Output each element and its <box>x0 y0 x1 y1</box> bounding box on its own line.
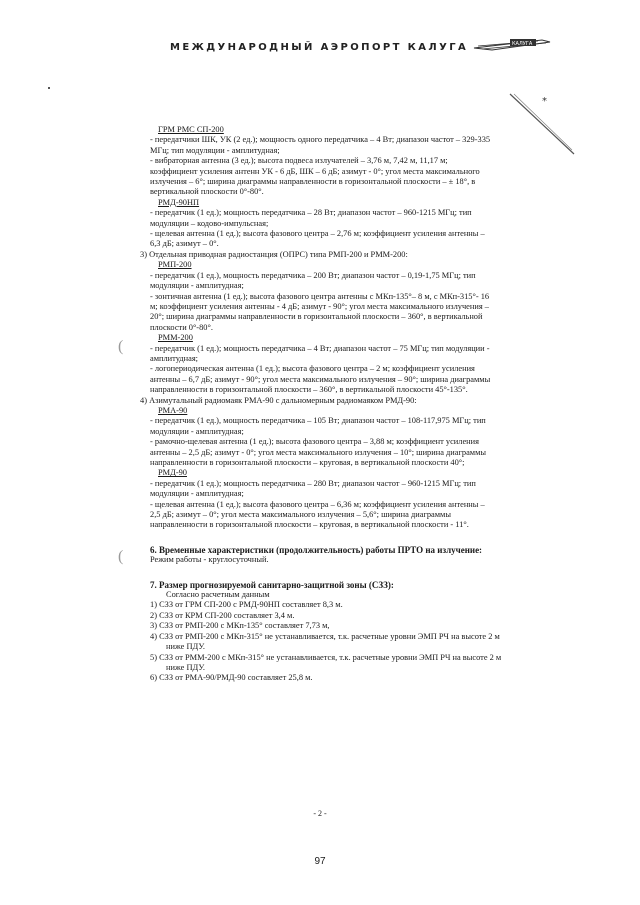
binder-hole-mark: ( <box>118 338 124 355</box>
text-line: м; коэффициент усиления антенны - 4 дБ; азимут - 90°; угол места максимального излучения – <box>150 301 489 311</box>
section-heading-7: 7. Размер прогнозируемой санитарно-защитной зоны (СЗЗ): <box>150 579 394 590</box>
text-line: - щелевая антенна (1 ед.); высота фазового центра – 2,76 м; коэффициент усиления антенны – <box>150 229 485 239</box>
text-line: - передатчик (1 ед.); мощность передатчика – 28 Вт; диапазон частот – 960-1215 МГц; тип <box>150 208 472 218</box>
text-line: Режим работы - круглосуточный. <box>150 555 269 565</box>
list-item: 4) СЗЗ от РМП-200 с МКп-315° не устанавливается, т.к. расчетные уровни ЭМП РЧ на высоте 2 м <box>150 631 500 641</box>
text-line: - передатчики ШК, УК (2 ед.); мощность одного передатчика – 4 Вт; диапазон частот – 329-335 <box>150 135 491 145</box>
text-line: - зонтичная антенна (1 ед.); высота фазового центра антенны с МКп-135°– 8 м, с МКп-315°- 16 <box>150 291 490 301</box>
list-item-continuation: ниже ПДУ. <box>166 662 205 672</box>
text-line: модуляции – кодово-импульсная; <box>150 218 269 228</box>
inner-page-marker: - 2 - <box>313 809 327 818</box>
corner-asterisk: * <box>542 96 547 107</box>
list-item: 6) СЗЗ от РМА-90/РМД-90 составляет 25,8 м. <box>150 673 313 683</box>
text-line: - рамочно-щелевая антенна (1 ед.); высота фазового центра – 3,88 м; коэффициент усиления <box>150 437 479 447</box>
section-title: РМД-90 <box>158 468 187 478</box>
list-item: 2) СЗЗ от КРМ СП-200 составляет 3,4 м. <box>150 610 295 620</box>
list-heading: 4) Азимутальный радиомаяк РМА-90 с дальномерным радиомаяком РМД-90: <box>140 395 417 405</box>
list-item: 5) СЗЗ от РММ-200 с МКп-315° не устанавливается, т.к. расчетные уровни ЭМП РЧ на высоте 2 м <box>150 652 502 662</box>
text-line: - вибраторная антенна (3 ед.); высота подвеса излучателей – 3,76 м, 7,42 м, 11,17 м; <box>150 156 448 166</box>
text-line: - передатчик (1 ед.), мощность передатчика – 200 Вт; диапазон частот – 0,19-1,75 МГц; тип <box>150 270 476 280</box>
section-title: ГРМ РМС СП-200 <box>158 125 224 134</box>
page-number: 97 <box>314 856 326 867</box>
text-line: 6,3 дБ; азимут – 0°. <box>150 239 219 249</box>
text-line: модуляции - амплитудная; <box>150 489 244 499</box>
text-line: направленности в горизонтальной плоскости – круговая, в вертикальной плоскости 40°; <box>150 458 465 467</box>
text-line: 20°; ширина диаграммы направленности в горизонтальной плоскости – 360°, в вертикальной <box>150 312 483 322</box>
text-line: - передатчик (1 ед.); мощность передатчика – 4 Вт; диапазон частот – 75 МГц; тип модуляции - <box>150 343 490 353</box>
document-body <box>140 125 548 684</box>
text-line: - передатчик (1 ед.), мощность передатчика – 105 Вт; диапазон частот – 108-117,975 МГц; тип <box>150 416 486 426</box>
binder-hole-mark: ( <box>118 548 124 565</box>
section-title: РМП-200 <box>158 260 192 270</box>
list-item: 3) СЗЗ от РМП-200 с МКп-135° составляет 7,73 м, <box>150 621 330 631</box>
text-line: МГц; тип модуляции - амплитудная; <box>150 145 280 155</box>
text-line: плоскости 0°-80°. <box>150 322 213 332</box>
airport-logo <box>472 36 552 59</box>
text-line: направленности в горизонтальной плоскости – 360°, в вертикальной плоскости 45°-135°. <box>150 385 468 395</box>
text-line: - передатчик (1 ед.); мощность передатчика – 280 Вт; диапазон частот – 960-1215 МГц; тип <box>150 478 476 488</box>
section-title: РММ-200 <box>158 333 193 343</box>
text-line: модуляции - амплитудная; <box>150 426 244 436</box>
section-heading-6: 6. Временные характеристики (продолжительность) работы ПРТО на излучение: <box>150 544 483 555</box>
text-line: - логопериодическая антенна (1 ед.); высота фазового центра – 2 м; коэффициент усиления <box>150 364 475 374</box>
list-item-continuation: ниже ПДУ. <box>166 642 205 652</box>
scan-dot <box>48 87 50 89</box>
text-line: антенны – 6,7 дБ; азимут - 90°; угол места максимального излучения – 90°; ширина диаграммы <box>150 374 491 384</box>
text-line: вертикальной плоскости 0°-80°. <box>150 187 264 197</box>
text-line: Согласно расчетным данным <box>166 590 270 600</box>
text-line: направленности в горизонтальной плоскости – круговая, в вертикальной плоскости - 11°. <box>150 520 469 530</box>
text-line: 2,5 дБ; азимут – 0°; угол места максимального излучения – 5,6°; ширина диаграммы <box>150 510 451 520</box>
list-item: 1) СЗЗ от ГРМ СП-200 с РМД-90НП составляет 8,3 м. <box>150 600 343 610</box>
letterhead-title: МЕЖДУНАРОДНЫЙ АЭРОПОРТ КАЛУГА <box>170 42 469 53</box>
section-title: РМА-90 <box>158 405 188 415</box>
text-line: антенны – 2,5 дБ; азимут - 0°; угол места максимального излучения – 10°; ширина диаграммы <box>150 447 487 457</box>
section-title: РМД-90НП <box>158 197 200 207</box>
list-heading: 3) Отдельная приводная радиостанция (ОПРС) типа РМП-200 и РММ-200: <box>140 249 408 259</box>
logo-text: КАЛУГА <box>512 41 533 47</box>
text-line: модуляции - амплитудная; <box>150 281 244 291</box>
text-line: излучения – 6°; ширина диаграммы направленности в горизонтальной плоскости – ± 18°, в <box>150 177 476 187</box>
text-line: - щелевая антенна (1 ед.); высота фазового центра – 6,36 м; коэффициент усиления антенны – <box>150 499 485 509</box>
text-line: амплитудная; <box>150 353 199 363</box>
text-line: коэффициент усиления антенн УК - 6 дБ, ШК – 6 дБ; азимут - 0°; угол места максимального <box>150 166 480 176</box>
